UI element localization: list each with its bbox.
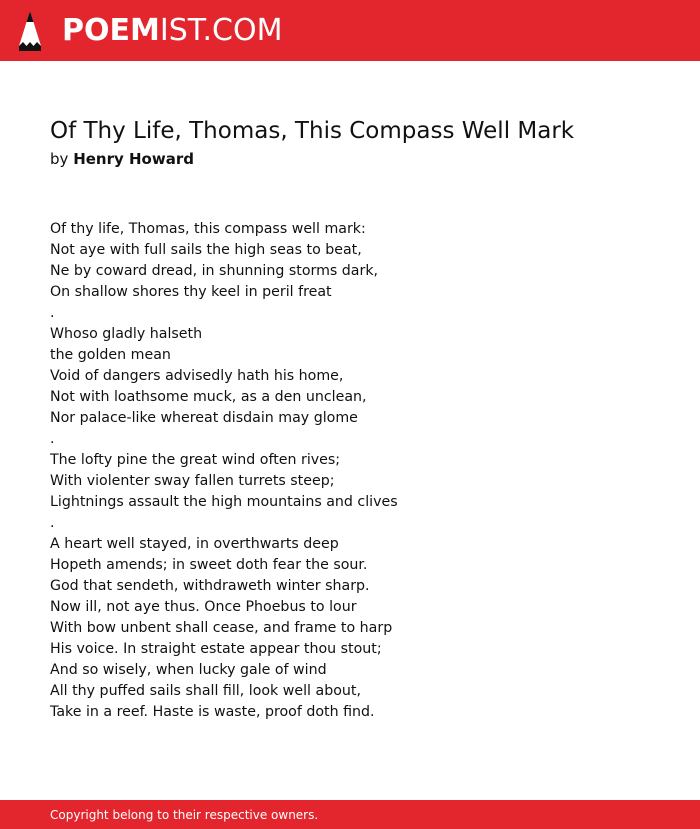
poem-line: Not aye with full sails the high seas to beat, — [50, 242, 362, 258]
poem-line: Whoso gladly halseth — [50, 326, 203, 342]
footer-bar — [0, 800, 700, 829]
logo-text-bold: POEM — [62, 13, 160, 48]
logo-text-light: IST.COM — [159, 13, 283, 48]
poem-line: Lightnings assault the high mountains and clives — [50, 494, 398, 510]
poem-line: Nor palace-like whereat disdain may glome — [50, 410, 358, 426]
poem-line: God that sendeth, withdraweth winter sharp. — [50, 578, 370, 594]
poem-line: Ne by coward dread, in shunning storms dark, — [50, 263, 379, 279]
header-bar — [0, 0, 700, 61]
copyright-text: Copyright belong to their respective owners. — [50, 808, 319, 822]
stanza-separator: . — [50, 305, 55, 321]
poem-line: the golden mean — [50, 347, 171, 363]
stanza-separator: . — [50, 515, 55, 531]
poem-line: Now ill, not aye thus. Once Phoebus to lour — [50, 599, 357, 615]
poem-line: Of thy life, Thomas, this compass well mark: — [50, 221, 366, 237]
poem-line: A heart well stayed, in overthwarts deep — [50, 536, 339, 552]
poem-line: With bow unbent shall cease, and frame to harp — [50, 620, 393, 636]
site-logo[interactable] — [62, 13, 282, 49]
byline — [50, 149, 194, 169]
stanza-separator: . — [50, 431, 55, 447]
poem-line: Hopeth amends; in sweet doth fear the sour. — [50, 557, 368, 573]
poem-title: Of Thy Life, Thomas, This Compass Well Mark — [50, 118, 575, 144]
poem-line: Void of dangers advisedly hath his home, — [50, 368, 344, 384]
poem-line: Not with loathsome muck, as a den unclean, — [50, 389, 367, 405]
poem-line: On shallow shores thy keel in peril freat — [50, 284, 332, 300]
poem-body — [50, 219, 650, 723]
poem-line: With violenter sway fallen turrets steep; — [50, 473, 335, 489]
poem-line: The lofty pine the great wind often rives; — [50, 452, 341, 468]
author-name: Henry Howard — [73, 150, 194, 168]
pencil-icon[interactable] — [18, 10, 42, 52]
poem-line: His voice. In straight estate appear thou stout; — [50, 641, 382, 657]
poem-line: Take in a reef. Haste is waste, proof doth find. — [50, 704, 375, 720]
poem-line: And so wisely, when lucky gale of wind — [50, 662, 327, 678]
poem-line: All thy puffed sails shall fill, look well about, — [50, 683, 361, 699]
by-label: by — [50, 150, 69, 168]
